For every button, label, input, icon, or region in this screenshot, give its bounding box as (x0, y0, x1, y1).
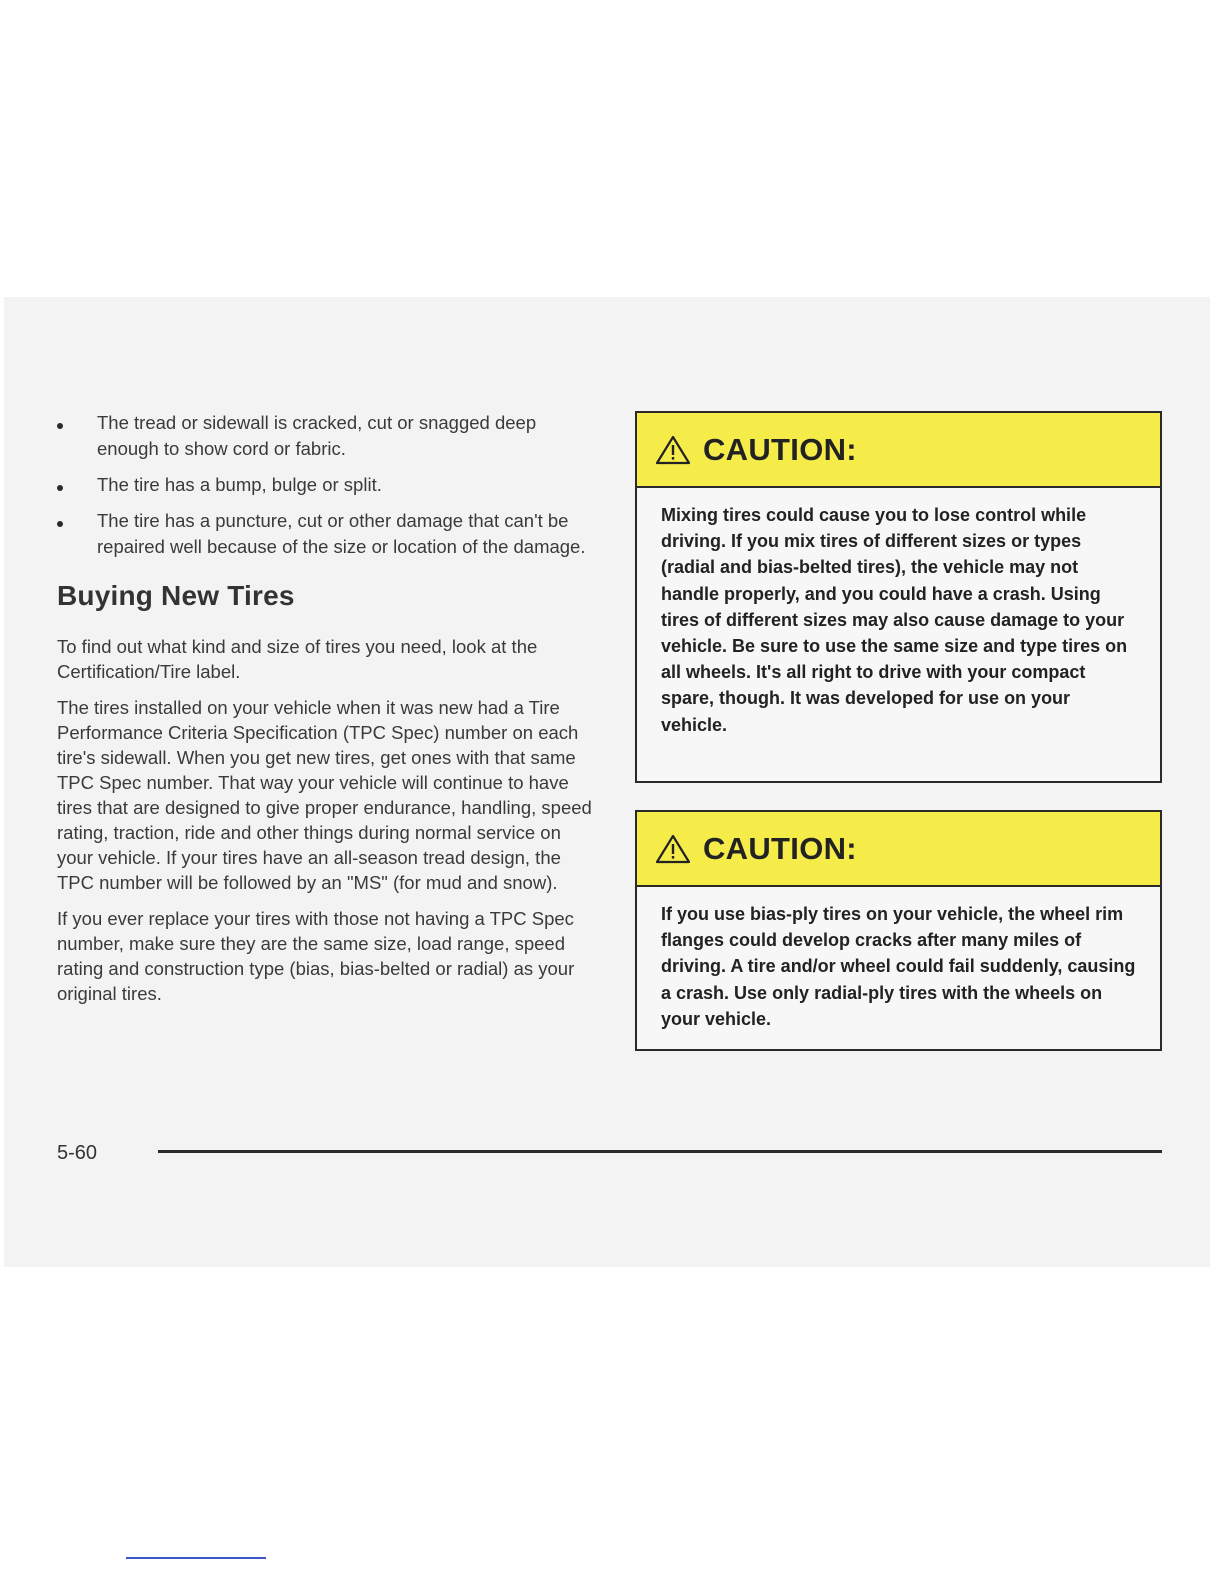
bullet-icon (57, 521, 63, 527)
bullet-text: The tread or sidewall is cracked, cut or snagged deep enough to show cord or fabric. (97, 412, 537, 459)
caution-body: If you use bias-ply tires on your vehicle, the wheel rim flanges could develop cracks after many miles of driving. A tire and/or wheel could fail suddenly, causing a crash. Use only radial-ply tires with the wheels on your vehicle. (661, 904, 1136, 1029)
caution-header (637, 413, 1160, 488)
bullet-item (57, 508, 593, 560)
caution-box-mixing-tires (635, 411, 1162, 783)
bullet-icon (57, 485, 63, 491)
section-heading: Buying New Tires (57, 580, 295, 611)
damage-bullet-list (57, 410, 593, 560)
bullet-item (57, 472, 593, 498)
warning-triangle-icon (655, 833, 691, 865)
paragraph: To find out what kind and size of tires you need, look at the Certification/Tire label. (57, 636, 538, 682)
warning-triangle-icon (655, 434, 691, 466)
paragraph: If you ever replace your tires with those not having a TPC Spec number, make sure they are the same size, load range, speed rating and construction type (bias, bias-belted or radial) as your original tires. (57, 908, 575, 1004)
bullet-item (57, 410, 593, 462)
bottom-link-underline[interactable] (126, 1557, 266, 1559)
paragraph: The tires installed on your vehicle when it was new had a Tire Performance Criteria Specification (TPC Spec) number on each tire's sidewall. When you get new tires, get ones with that same TPC Spec number. That way your vehicle will continue to have tires that are designed to give proper endurance, handling, speed rating, traction, ride and other things during normal service on your vehicle. If your tires have an all-season tread design, the TPC number will be followed by an "MS" (for mud and snow). (57, 697, 592, 893)
caution-header (637, 812, 1160, 887)
caution-box-bias-ply (635, 810, 1162, 1051)
caution-body: Mixing tires could cause you to lose control while driving. If you mix tires of different sizes or types (radial and bias-belted tires), the vehicle may not handle properly, and you could have a crash. Using tires of different sizes may also cause damage to your vehicle. Be sure to use the same size and type tires on all wheels. It's all right to drive with your compact spare, though. It was developed for use on your vehicle. (661, 505, 1128, 735)
left-column (57, 410, 593, 1017)
footer-rule (158, 1150, 1162, 1153)
page-number: 5-60 (57, 1142, 98, 1164)
bullet-icon (57, 423, 63, 429)
caution-title: CAUTION: (703, 431, 857, 467)
bullet-text: The tire has a puncture, cut or other damage that can't be repaired well because of the size or location of the damage. (97, 510, 586, 557)
caution-title: CAUTION: (703, 830, 857, 866)
bullet-text: The tire has a bump, bulge or split. (97, 474, 382, 495)
